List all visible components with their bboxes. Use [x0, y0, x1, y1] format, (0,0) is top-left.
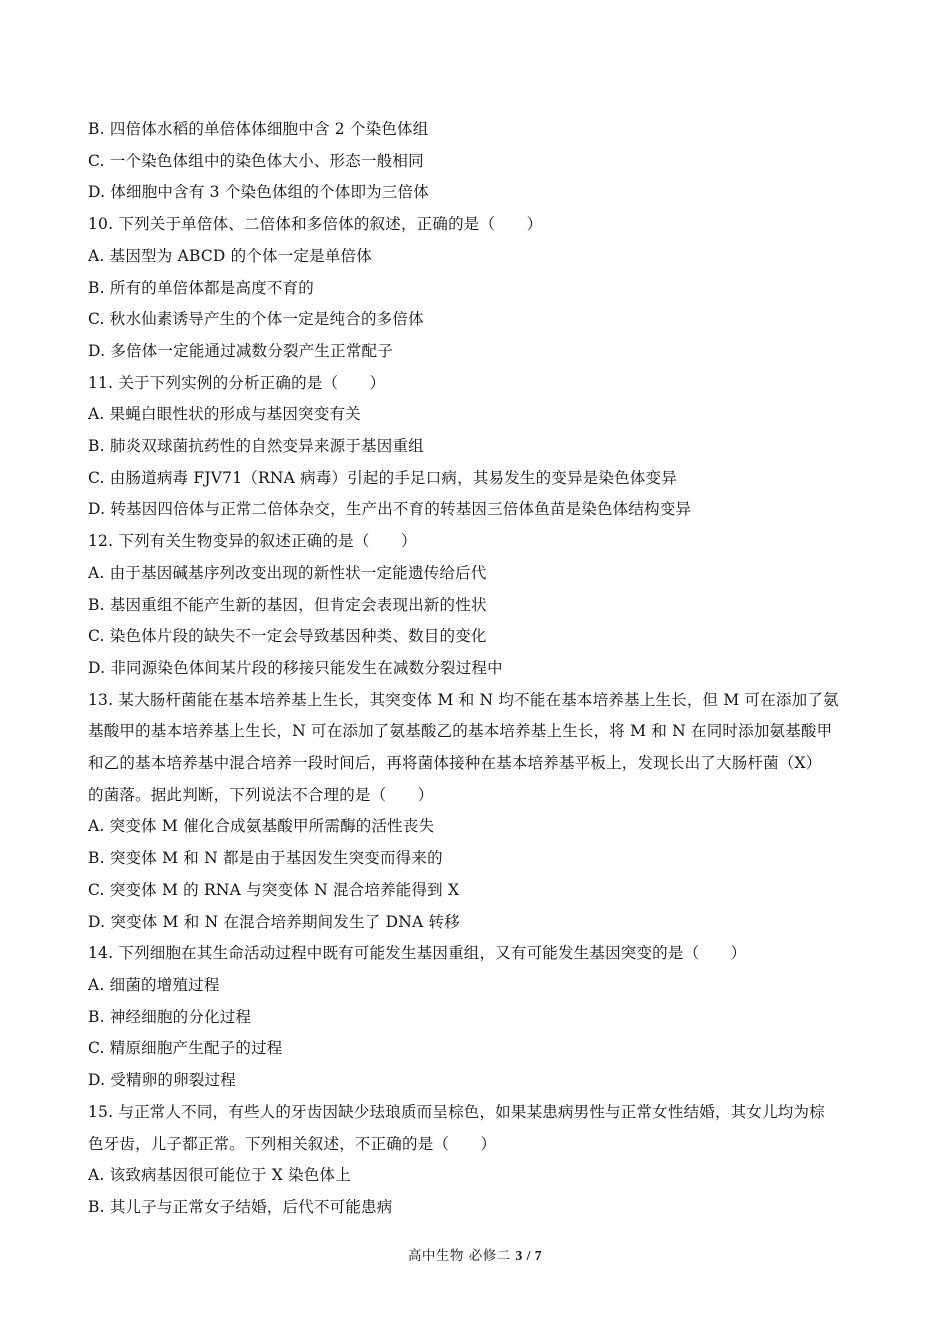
question-11-stem: 11. 关于下列实例的分析正确的是（ ）	[88, 373, 386, 392]
question-text	[88, 114, 878, 1224]
option-line: C. 突变体 M 的 RNA 与突变体 N 混合培养能得到 X	[88, 880, 460, 899]
option-line: B. 神经细胞的分化过程	[88, 1007, 252, 1026]
option-line: D. 多倍体一定能通过减数分裂产生正常配子	[88, 341, 393, 360]
footer-label: 高中生物 必修二	[407, 1248, 511, 1264]
option-line: B. 其儿子与正常女子结婚，后代不可能患病	[88, 1197, 393, 1216]
option-line: B. 所有的单倍体都是高度不育的	[88, 278, 314, 297]
option-line: D. 突变体 M 和 N 在混合培养期间发生了 DNA 转移	[88, 912, 460, 931]
question-12-stem: 12. 下列有关生物变异的叙述正确的是（ ）	[88, 532, 417, 551]
page-footer	[0, 1244, 950, 1264]
question-13-stem: 基酸甲的基本培养基上生长，N 可在添加了氨基酸乙的基本培养基上生长，将 M 和 N 在同时添加氨基酸甲	[88, 722, 833, 741]
option-line: C. 秋水仙素诱导产生的个体一定是纯合的多倍体	[88, 310, 424, 329]
option-line: D. 受精卵的卵裂过程	[88, 1071, 236, 1090]
option-line: A. 由于基因碱基序列改变出现的新性状一定能遗传给后代	[88, 563, 487, 582]
text-line: D. 体细胞中含有 3 个染色体组的个体即为三倍体	[88, 183, 429, 202]
option-line: D. 非同源染色体间某片段的移接只能发生在减数分裂过程中	[88, 658, 503, 677]
question-15-stem: 15. 与正常人不同，有些人的牙齿因缺少珐琅质而呈棕色，如果某患病男性与正常女性结婚，其女儿均为棕	[88, 1102, 825, 1121]
question-13-stem: 和乙的基本培养基中混合培养一段时间后，再将菌体接种在基本培养基平板上，发现长出了大肠杆菌（X）	[88, 754, 822, 773]
option-line: A. 该致病基因很可能位于 X 染色体上	[88, 1166, 351, 1185]
question-15-stem: 色牙齿，儿子都正常。下列相关叙述，不正确的是（ ）	[88, 1134, 497, 1153]
page-number: 3 / 7	[515, 1248, 543, 1263]
text-line: B. 四倍体水稻的单倍体体细胞中含 2 个染色体组	[88, 120, 429, 138]
option-line: B. 突变体 M 和 N 都是由于基因发生突变而得来的	[88, 849, 443, 868]
option-line: B. 基因重组不能产生新的基因，但肯定会表现出新的性状	[88, 595, 487, 614]
option-line: B. 肺炎双球菌抗药性的自然变异来源于基因重组	[88, 437, 424, 456]
option-line: C. 由肠道病毒 FJV71（RNA 病毒）引起的手足口病，其易发生的变异是染色体变异	[88, 468, 677, 487]
option-line: A. 果蝇白眼性状的形成与基因突变有关	[88, 405, 361, 424]
option-line: A. 基因型为 ABCD 的个体一定是单倍体	[88, 246, 372, 265]
option-line: A. 细菌的增殖过程	[88, 975, 220, 994]
option-line: C. 精原细胞产生配子的过程	[88, 1039, 283, 1058]
question-13-stem: 的菌落。据此判断，下列说法不合理的是（ ）	[88, 785, 434, 804]
option-line: D. 转基因四倍体与正常二倍体杂交，生产出不育的转基因三倍体鱼苗是染色体结构变异	[88, 500, 692, 519]
question-10-stem: 10. 下列关于单倍体、二倍体和多倍体的叙述，正确的是（ ）	[88, 215, 543, 234]
option-line: C. 染色体片段的缺失不一定会导致基因种类、数目的变化	[88, 627, 487, 646]
option-line: A. 突变体 M 催化合成氨基酸甲所需酶的活性丧失	[88, 817, 435, 836]
question-13-stem: 13. 某大肠杆菌能在基本培养基上生长，其突变体 M 和 N 均不能在基本培养基上生长，但 M 可在添加了氨	[88, 690, 839, 709]
text-line: C. 一个染色体组中的染色体大小、形态一般相同	[88, 151, 424, 170]
question-14-stem: 14. 下列细胞在其生命活动过程中既有可能发生基因重组，又有可能发生基因突变的是（ ）	[88, 944, 747, 963]
